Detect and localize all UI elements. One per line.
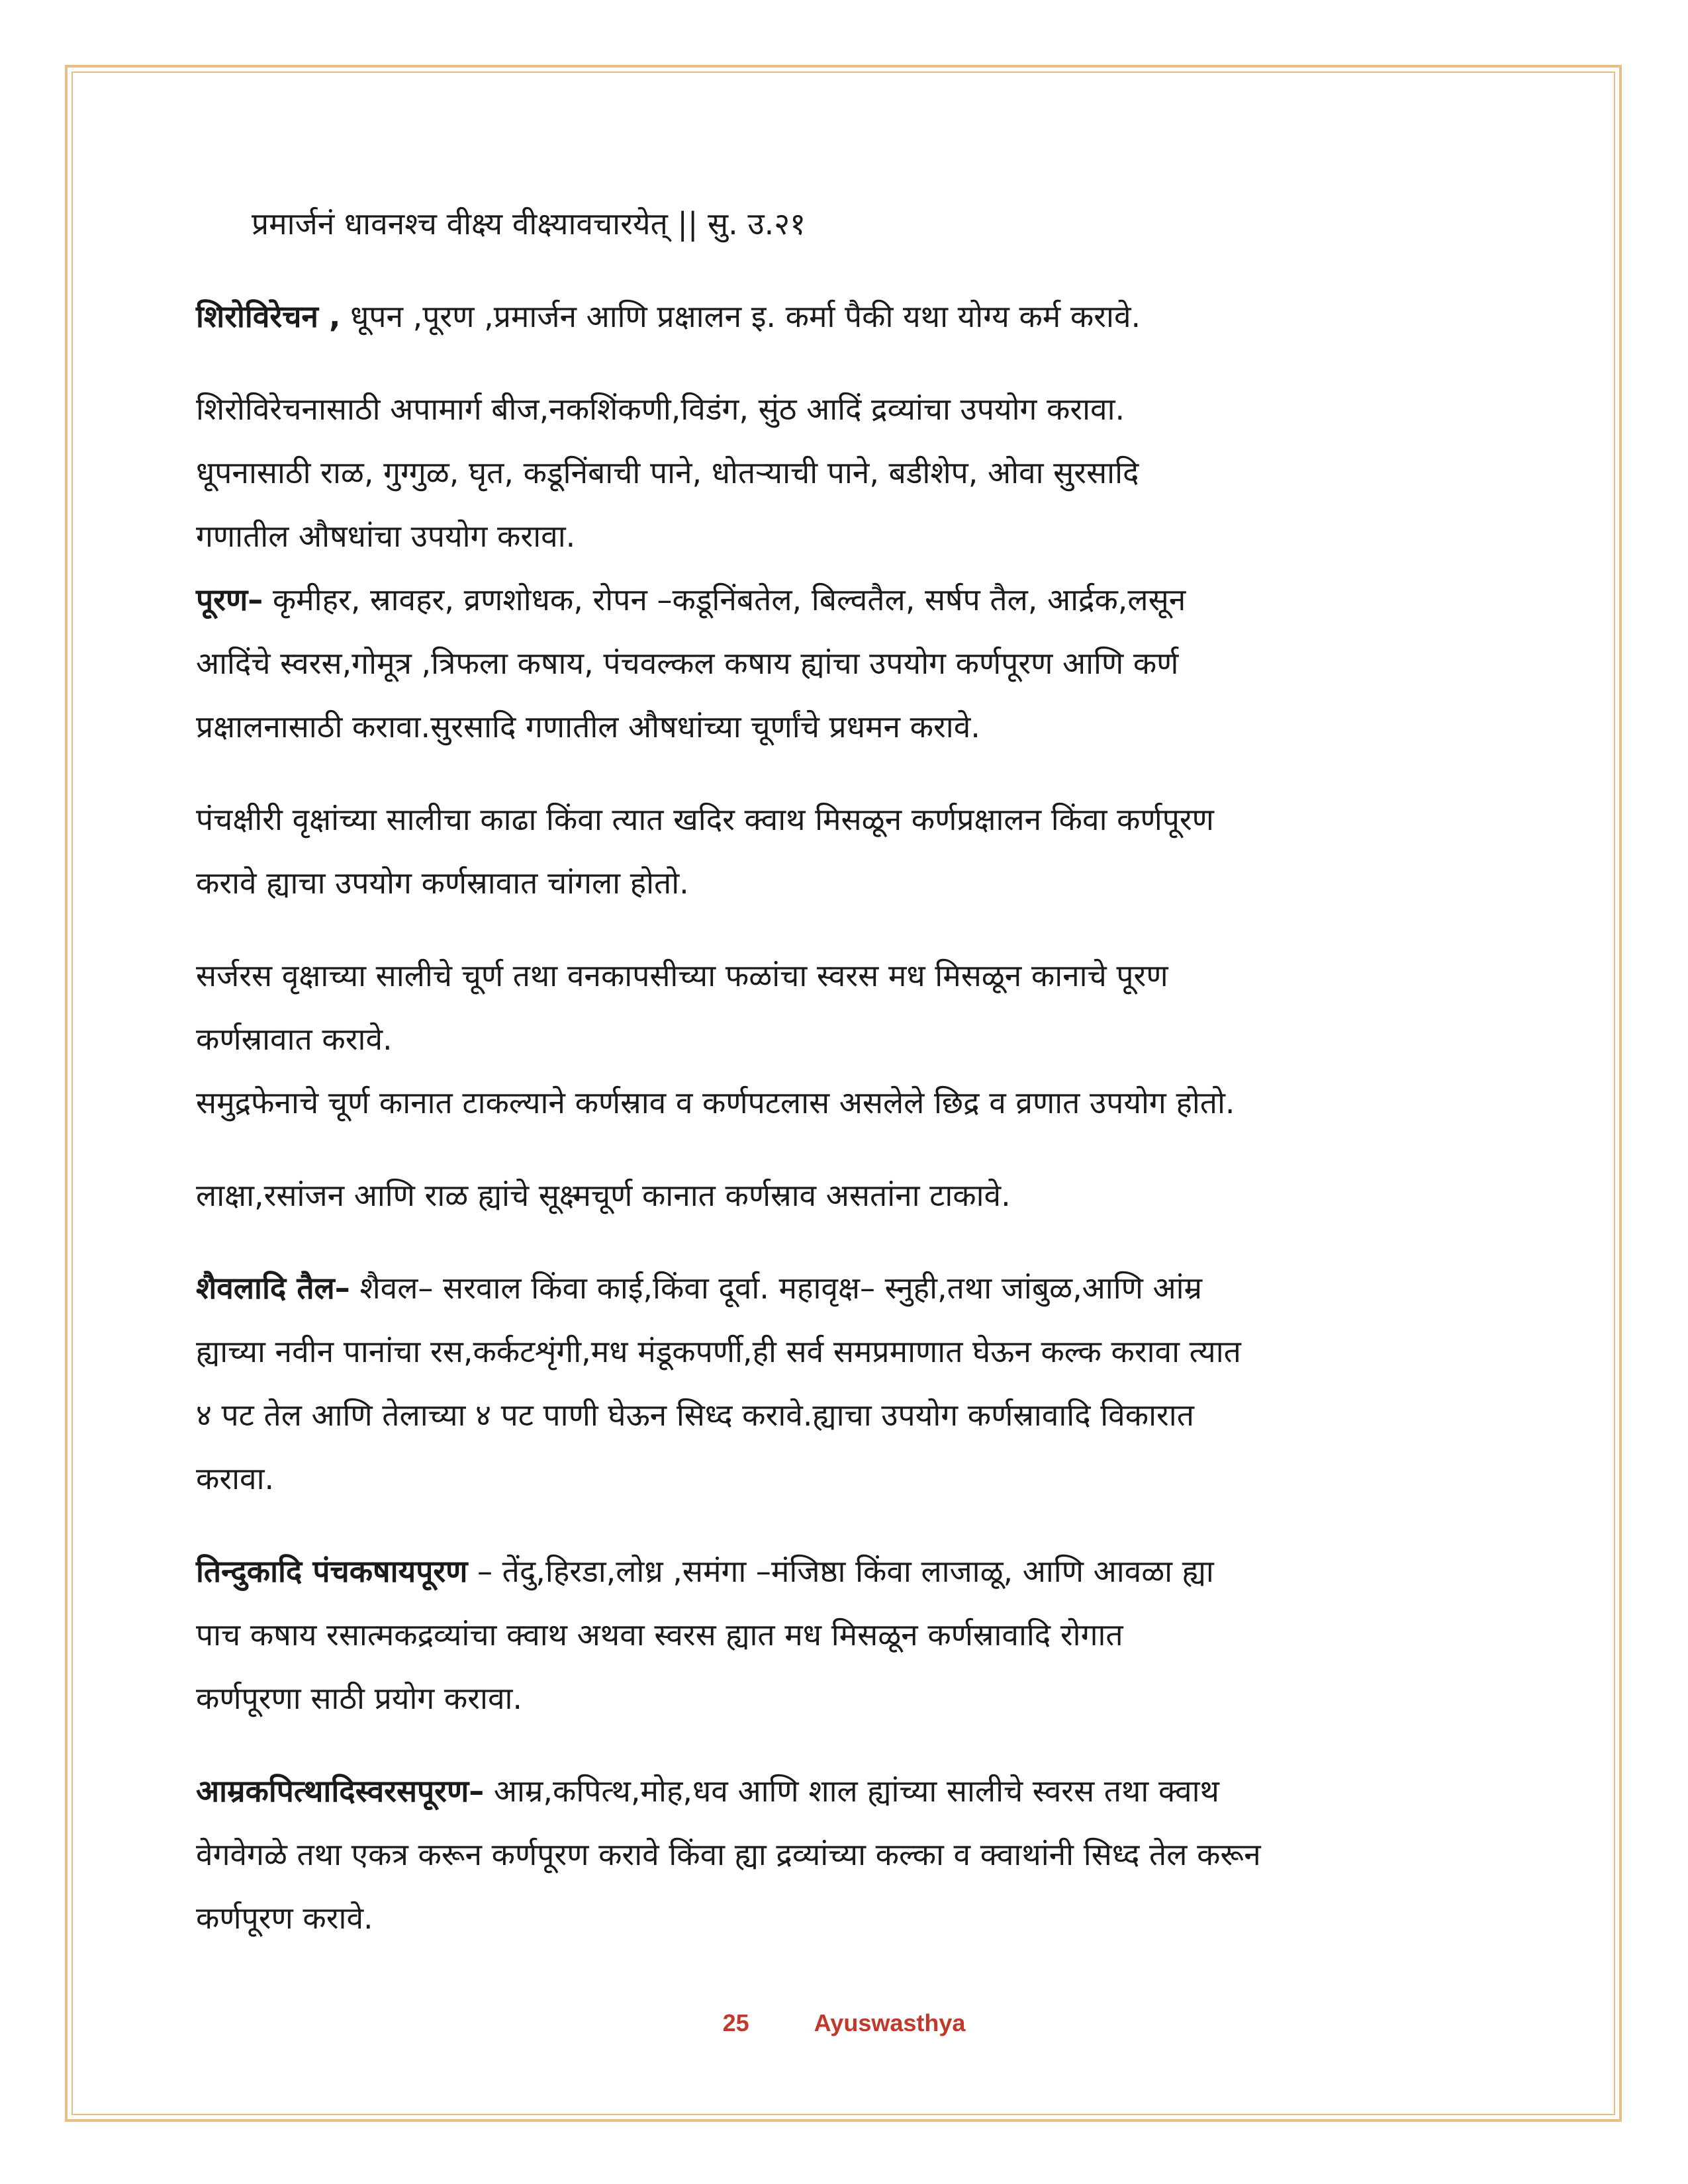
text-line: ह्याच्या नवीन पानांचा रस,कर्कटशृंगी,मध मंडूकपर्णी,ही सर्व समप्रमाणात घेऊन कल्क करावा त्यात: [196, 1334, 1241, 1369]
text-line: शिरोविरेचनासाठी अपामार्ग बीज,नकशिंकणी,विडंग, सुंठ आदिं द्रव्यांचा उपयोग करावा.: [196, 391, 1125, 427]
heading-tindukadi: तिन्दुकादि पंचकषायपूरण: [196, 1553, 468, 1589]
text-line: गणातील औषधांचा उपयोग करावा.: [196, 518, 576, 554]
paragraph-amrakapitthadi: [196, 1759, 1520, 1950]
text-line: करावे ह्याचा उपयोग कर्णस्रावात चांगला होतो.: [196, 865, 689, 901]
text-line: कर्णस्रावात करावे.: [196, 1021, 393, 1057]
shloka-line: प्रमार्जनं धावनश्च वीक्ष्य वीक्ष्यावचारयेत् || सु. उ.२१: [252, 206, 806, 242]
text-line: कर्णपूरणा साठी प्रयोग करावा.: [196, 1680, 523, 1716]
text-line: पंचक्षीरी वृक्षांच्या सालीचा काढा किंवा त्यात खदिर क्वाथ मिसळून कर्णप्रक्षालन किंवा कर्णपूरण: [196, 801, 1214, 837]
page-number: 25: [722, 2009, 749, 2036]
page-footer: [0, 2009, 1688, 2037]
footer-title: Ayuswasthya: [814, 2009, 966, 2036]
text-line: धूपनासाठी राळ, गुग्गुळ, घृत, कडूनिंबाची पाने, धोतऱ्याची पाने, बडीशेप, ओवा सुरसादि: [196, 455, 1139, 490]
text-line: कर्णपूरण करावे.: [196, 1900, 373, 1936]
text-line: कृमीहर, स्रावहर, व्रणशोधक, रोपन –कडूनिंबतेल, बिल्वतैल, सर्षप तैल, आर्द्रक,लसून: [263, 582, 1186, 617]
paragraph-shaivaladi: [196, 1256, 1520, 1510]
paragraph-sarjaras: [196, 944, 1520, 1134]
text-line: ४ पट तेल आणि तेलाच्या ४ पट पाणी घेऊन सिध्द करावे.ह्याचा उपयोग कर्णस्रावादि विकारात: [196, 1397, 1194, 1433]
paragraph-puran: [196, 568, 1520, 758]
text-line: वेगवेगळे तथा एकत्र करून कर्णपूरण करावे किंवा ह्या द्रव्यांच्या कल्का व क्वाथांनी सिध्द तेल करून: [196, 1837, 1261, 1872]
paragraph-dravya: [196, 377, 1520, 568]
heading-puran: पूरण–: [196, 582, 263, 617]
text-line: पाच कषाय रसात्मकद्रव्यांचा क्वाथ अथवा स्वरस ह्यात मध मिसळून कर्णस्रावादि रोगात: [196, 1617, 1123, 1653]
text-line: आदिंचे स्वरस,गोमूत्र ,त्रिफला कषाय, पंचवल्कल कषाय ह्यांचा उपयोग कर्णपूरण आणि कर्ण: [196, 645, 1179, 681]
text-line: करावा.: [196, 1461, 275, 1496]
text-line: आम्र,कपित्थ,मोह,धव आणि शाल ह्यांच्या सालीचे स्वरस तथा क्वाथ: [484, 1773, 1219, 1809]
text-line: समुद्रफेनाचे चूर्ण कानात टाकल्याने कर्णस्राव व कर्णपटलास असलेले छिद्र व व्रणात उपयोग होतो.: [196, 1085, 1235, 1120]
paragraph-laksha: लाक्षा,रसांजन आणि राळ ह्यांचे सूक्ष्मचूर्ण कानात कर्णस्राव असतांना टाकावे.: [196, 1177, 1011, 1213]
paragraph-tindukadi: [196, 1539, 1520, 1730]
paragraph-shirovirechan: [196, 285, 1520, 348]
paragraph-panchakshiri: [196, 788, 1520, 915]
text-line: सर्जरस वृक्षाच्या सालीचे चूर्ण तथा वनकापसीच्या फळांचा स्वरस मध मिसळून कानाचे पूरण: [196, 958, 1168, 993]
text-line: – तेंदु,हिरडा,लोध्र ,समंगा –मंजिष्ठा किंवा लाजाळू, आणि आवळा ह्या: [467, 1553, 1214, 1589]
page-content: [196, 192, 1520, 1950]
text-line: प्रक्षालनासाठी करावा.सुरसादि गणातील औषधांच्या चूर्णांचे प्रधमन करावे.: [196, 709, 980, 745]
heading-shaivaladi: शैवलादि तैल–: [196, 1270, 350, 1306]
text-shirovirechan: धूपन ,पूरण ,प्रमार्जन आणि प्रक्षालन इ. कर्मा पैकी यथा योग्य कर्म करावे.: [340, 298, 1141, 334]
heading-amrakapitthadi: आम्रकपित्थादिस्वरसपूरण–: [196, 1773, 485, 1809]
text-line: शैवल– सरवाल किंवा काई,किंवा दूर्वा. महावृक्ष– स्नुही,तथा जांबुळ,आणि आंम्र: [350, 1270, 1203, 1306]
heading-shirovirechan: शिरोविरेचन ,: [196, 298, 341, 334]
